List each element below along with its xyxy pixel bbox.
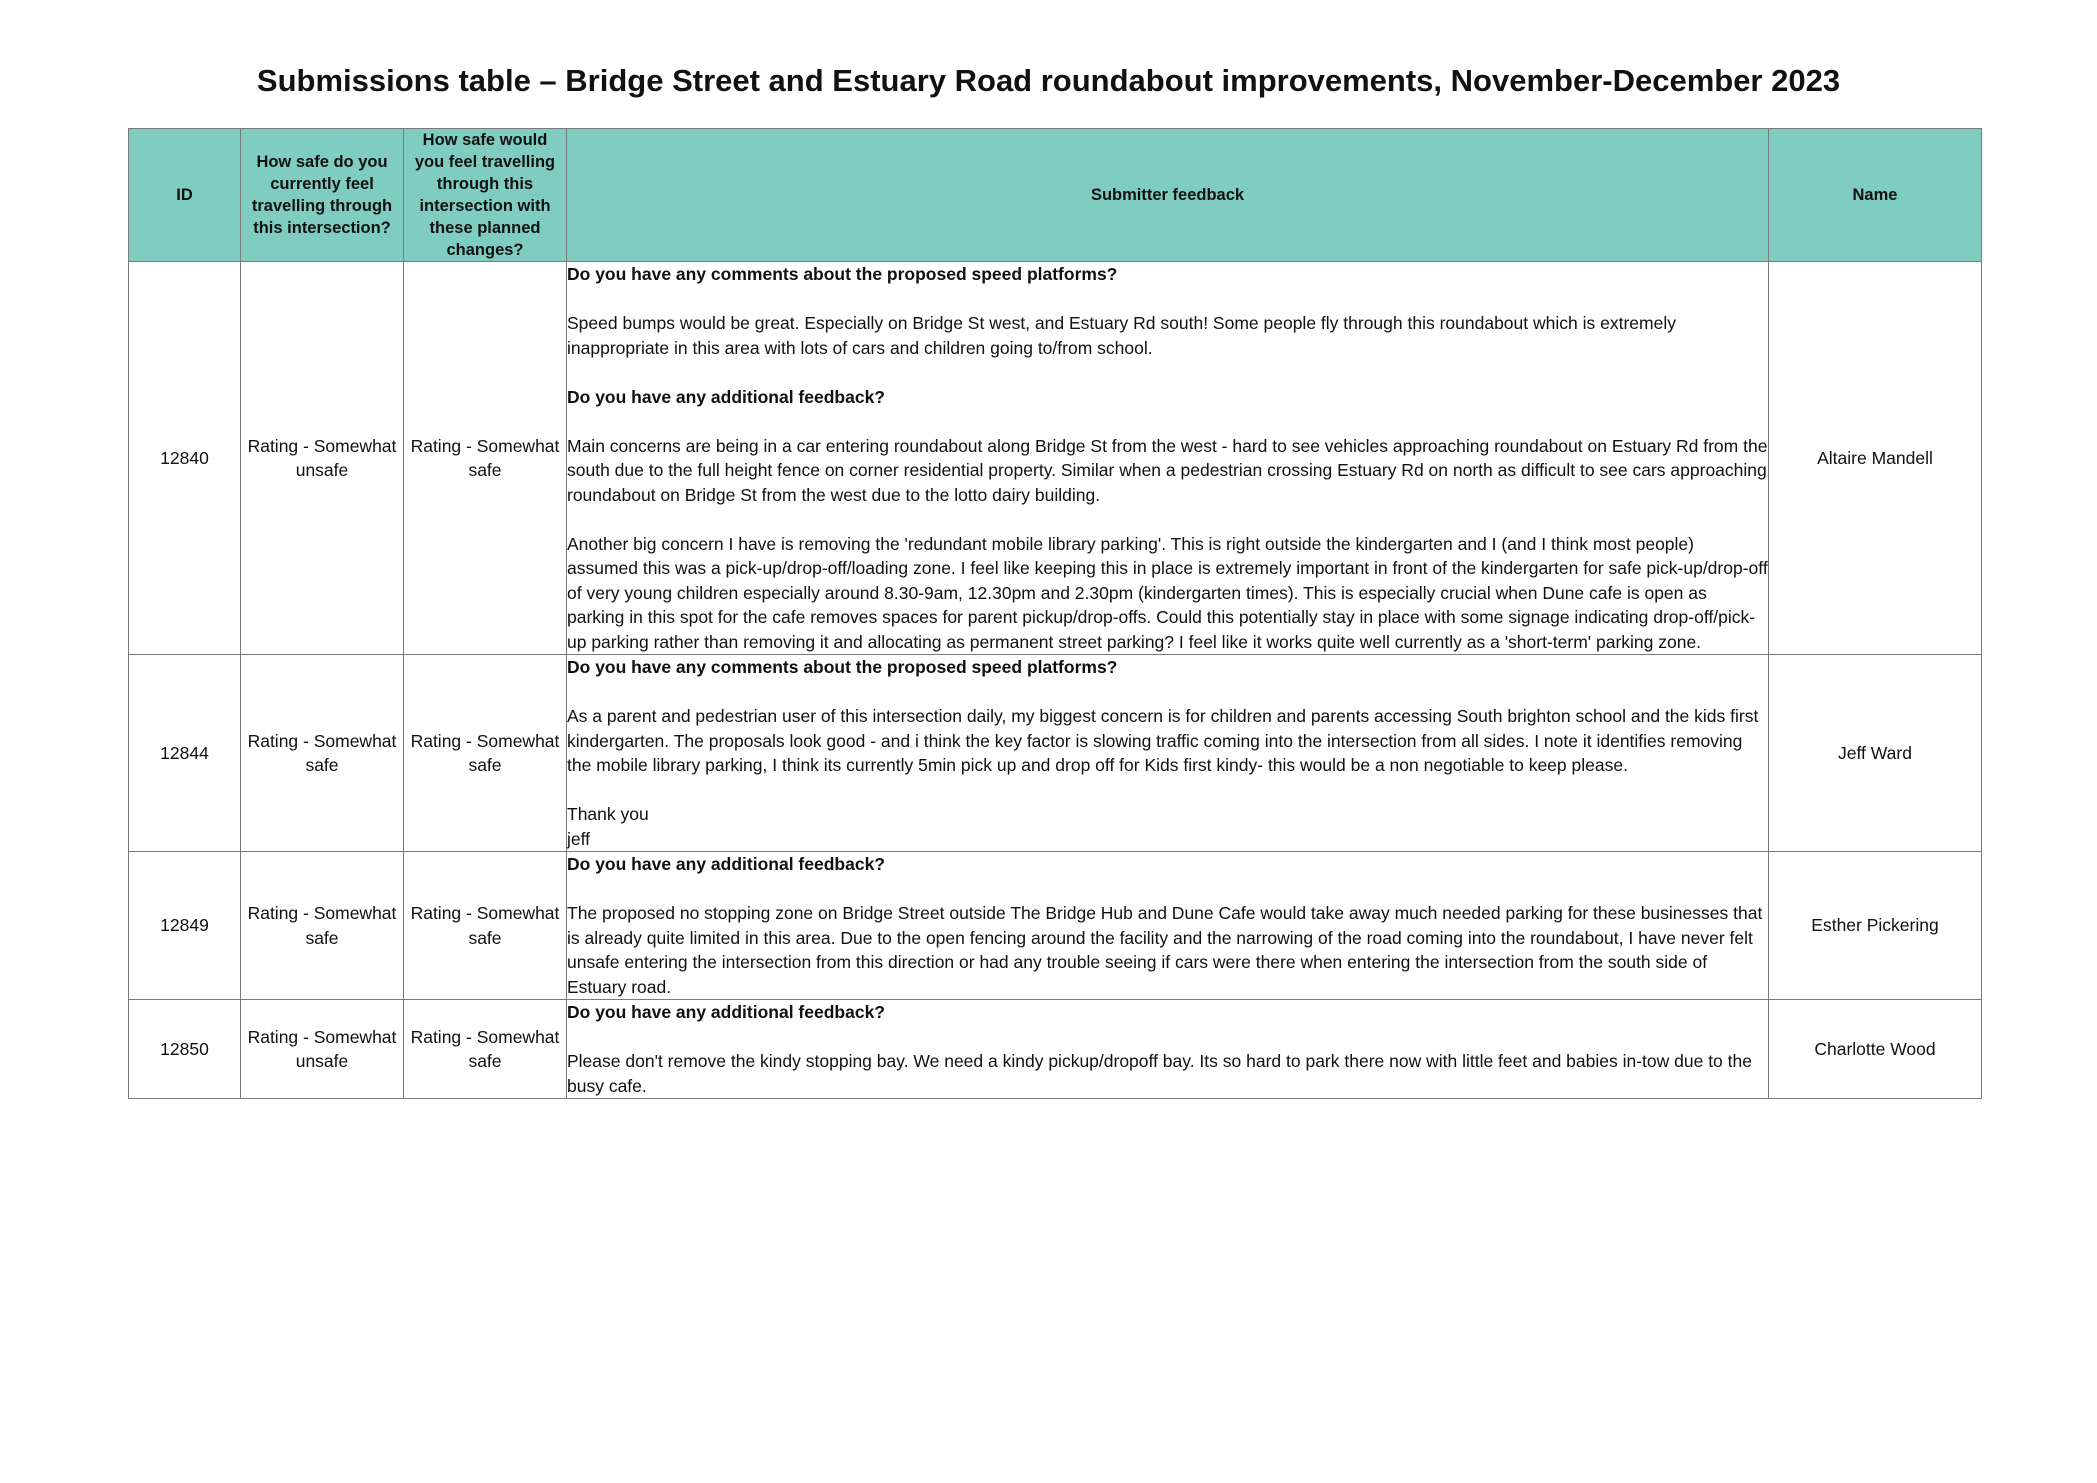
cell-current-rating: Rating - Somewhat safe [241,852,404,1000]
cell-planned-rating: Rating - Somewhat safe [404,1000,567,1099]
table-row [129,262,1982,655]
cell-feedback [567,262,1769,655]
cell-id: 12840 [129,262,241,655]
cell-feedback [567,852,1769,1000]
header-submitter-feedback: Submitter feedback [567,129,1769,262]
cell-planned-rating: Rating - Somewhat safe [404,655,567,852]
cell-name: Jeff Ward [1769,655,1982,852]
table-row [129,852,1982,1000]
feedback-section [567,262,1768,360]
table-row [129,1000,1982,1099]
page-title: Submissions table – Bridge Street and Estuary Road roundabout improvements, November-December 2023 [256,63,1841,98]
cell-feedback [567,1000,1769,1099]
feedback-signoff [567,802,1768,851]
cell-current-rating: Rating - Somewhat safe [241,655,404,852]
feedback-question: Do you have any additional feedback? [567,386,885,407]
header-planned-safety: How safe would you feel travelling through this intersection with these planned changes? [404,129,567,262]
feedback-section [567,1000,1768,1098]
table-header-row [129,129,1982,262]
cell-current-rating: Rating - Somewhat unsafe [241,262,404,655]
feedback-section [567,655,1768,851]
signoff-line: Thank you [567,804,649,824]
feedback-paragraph: Main concerns are being in a car entering roundabout along Bridge St from the west - hard to see vehicles approaching roundabout on Estuary Rd from the south due to the full height fence on corner residential property. Similar when a pedestrian crossing Estuary Rd on north as difficult to see cars approaching roundabout on Bridge St from the west due to the lotto dairy building. [567,435,1768,505]
cell-current-rating: Rating - Somewhat unsafe [241,1000,404,1099]
cell-id: 12844 [129,655,241,852]
cell-feedback [567,655,1769,852]
feedback-question: Do you have any comments about the proposed speed platforms? [567,657,1118,677]
feedback-paragraph: As a parent and pedestrian user of this intersection daily, my biggest concern is for children and parents accessing South brighton school and the kids first kindergarten. The proposals look good - and i think the key factor is slowing traffic coming into the intersection from all sides. I note it identifies removing the mobile library parking, I think its currently 5min pick up and drop off for Kids first kindy- this would be a non negotiable to keep please. [567,706,1759,775]
cell-id: 12850 [129,1000,241,1099]
submissions-table [128,128,1982,1099]
feedback-paragraph: The proposed no stopping zone on Bridge Street outside The Bridge Hub and Dune Cafe would take away much needed parking for these businesses that is already quite limited in this area. Due to the open fencing around the facility and the narrowing of the road coming into the roundabout, I have never felt unsafe entering the intersection from this direction or had any trouble seeing if cars were there when entering the intersection from the south side of Estuary road. [567,903,1763,997]
header-id: ID [129,129,241,262]
cell-name: Altaire Mandell [1769,262,1982,655]
cell-name: Esther Pickering [1769,852,1982,1000]
feedback-paragraph: Please don't remove the kindy stopping bay. We need a kindy pickup/dropoff bay. Its so hard to park there now with little feet and babies in-tow due to the busy cafe. [567,1051,1752,1096]
cell-planned-rating: Rating - Somewhat safe [404,262,567,655]
feedback-question: Do you have any comments about the proposed speed platforms? [567,264,1118,284]
feedback-question: Do you have any additional feedback? [567,854,885,874]
cell-id: 12849 [129,852,241,1000]
table-row [129,655,1982,852]
feedback-question: Do you have any additional feedback? [567,1002,885,1022]
header-current-safety: How safe do you currently feel travelling through this intersection? [241,129,404,262]
feedback-paragraph: Another big concern I have is removing the 'redundant mobile library parking'. This is right outside the kindergarten and I (and I think most people) assumed this was a pick-up/drop-off/loading zone. I feel like keeping this in place is extremely important in front of the kindergarten for safe pick-up/drop-off of very young children especially around 8.30-9am, 12.30pm and 2.30pm (kindergarten times). This is especially crucial when Dune cafe is open as parking in this spot for the cafe removes spaces for parent pickup/drop-offs. Could this potentially stay in place with some signage indicating drop-off/pick-up parking rather than removing it and allocating as permanent street parking? I feel like it works quite well currently as a 'short-term' parking zone. [567,533,1768,652]
header-name: Name [1769,129,1982,262]
signoff-line: jeff [567,828,591,849]
feedback-paragraph: Speed bumps would be great. Especially on Bridge St west, and Estuary Rd south! Some people fly through this roundabout which is extremely inappropriate in this area with lots of cars and children going to/from school. [567,313,1676,358]
feedback-section [567,852,1768,999]
cell-name: Charlotte Wood [1769,1000,1982,1099]
feedback-section [567,385,1768,655]
cell-planned-rating: Rating - Somewhat safe [404,852,567,1000]
